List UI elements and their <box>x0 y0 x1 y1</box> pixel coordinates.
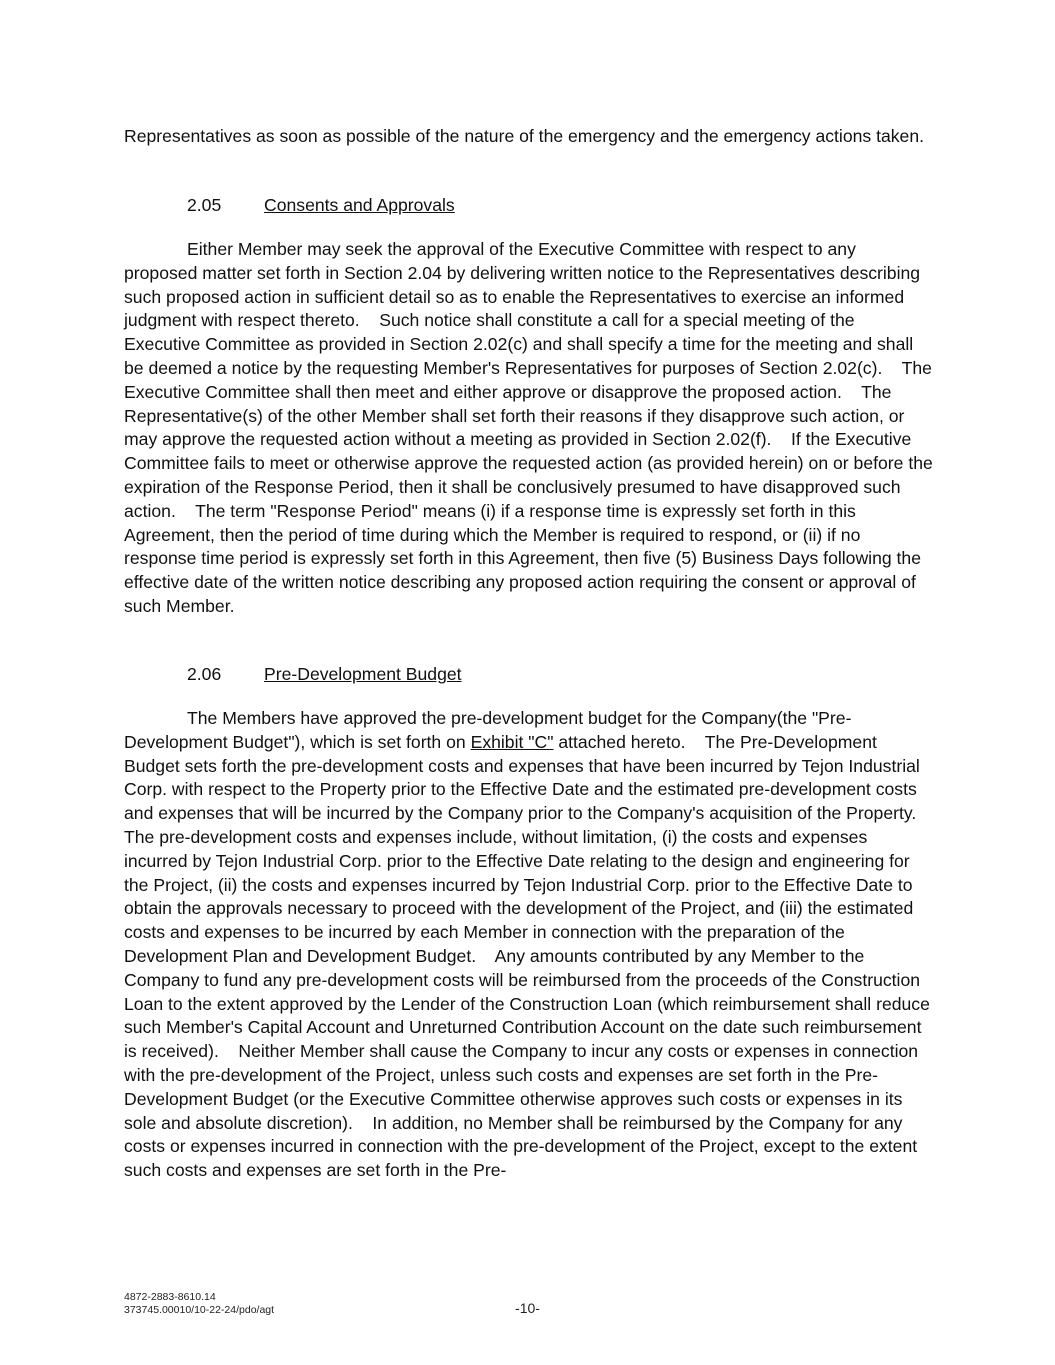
page-number: -10- <box>515 1300 540 1316</box>
section-title: Consents and Approvals <box>264 195 455 215</box>
section-2-05-body <box>124 238 938 619</box>
footer-matter-id: 373745.00010/10-22-24/pdo/agt <box>124 1304 275 1316</box>
exhibit-c-reference: Exhibit "C" <box>470 731 554 752</box>
section-heading-2-05 <box>187 194 455 218</box>
continuation-paragraph <box>124 125 934 149</box>
section-number: 2.06 <box>187 664 222 684</box>
section-number: 2.05 <box>187 195 222 215</box>
section-title: Pre-Development Budget <box>264 664 462 684</box>
footer-doc-id: 4872-2883-8610.14 <box>124 1291 216 1303</box>
section-heading-2-06 <box>187 663 462 687</box>
paragraph-text-end: attached hereto. The Pre-Development Budget sets forth the pre-development costs and expenses that have been incurred by Tejon Industrial Corp. with respect to the Property prior to the Effective Date and the estimated pre-development costs and expenses that will be incurred by the Company prior to the Company's acquisition of the Property. The pre-development costs and expenses include, without limitation, (i) the costs and expenses incurred by Tejon Industrial Corp. prior to the Effective Date relating to the design and engineering for the Project, (ii) the costs and expenses incurred by Tejon Industrial Corp. prior to the Effective Date to obtain the approvals necessary to proceed with the development of the Project, and (iii) the estimated costs and expenses to be incurred by each Member in connection with the preparation of the Development Plan and Development Budget. Any amounts contributed by any Member to the Company to fund any pre-development costs will be reimbursed from the proceeds of the Construction Loan to the extent approved by the Lender of the Construction Loan (which reimbursement shall reduce such Member's Capital Account and Unreturned Contribution Account on the date such reimbursement is received). Neither Member shall cause the Company to incur any costs or expenses in connection with the pre-development of the Project, unless such costs and expenses are set forth in the Pre-Development Budget (or the Executive Committee otherwise approves such costs or expenses in its sole and absolute discretion). In addition, no Member shall be reimbursed by the Company for any costs or expenses incurred in connection with the pre-development of the Project, except to the extent such costs and expenses are set forth in the Pre- <box>124 731 936 1181</box>
continuation-text: Representatives as soon as possible of the nature of the emergency and the emergency actions taken. <box>124 126 925 146</box>
paragraph-text-start: The Members have approved the pre-development budget for the Company(the "Pre-Development Budget"), which is set forth on <box>124 708 852 752</box>
section-2-06-body <box>124 707 934 1183</box>
section-2-05-paragraph: Either Member may seek the approval of the Executive Committee with respect to any proposed matter set forth in Section 2.04 by delivering written notice to the Representatives describing such proposed action in sufficient detail so as to enable the Representatives to exercise an informed judgment with respect thereto. Such notice shall constitute a call for a special meeting of the Executive Committee as provided in Section 2.02(c) and shall specify a time for the meeting and shall be deemed a notice by the requesting Member's Representatives for purposes of Section 2.02(c). The Executive Committee shall then meet and either approve or disapprove the proposed action. The Representative(s) of the other Member shall set forth their reasons if they disapprove such action, or may approve the requested action without a meeting as provided in Section 2.02(f). If the Executive Committee fails to meet or otherwise approve the requested action (as provided herein) on or before the expiration of the Response Period, then it shall be conclusively presumed to have disapproved such action. The term "Response Period" means (i) if a response time is expressly set forth in this Agreement, then the period of time during which the Member is required to respond, or (ii) if no response time period is expressly set forth in this Agreement, then five (5) Business Days following the effective date of the written notice describing any proposed action requiring the consent or approval of such Member. <box>124 239 938 616</box>
section-2-06-paragraph <box>124 707 934 1183</box>
